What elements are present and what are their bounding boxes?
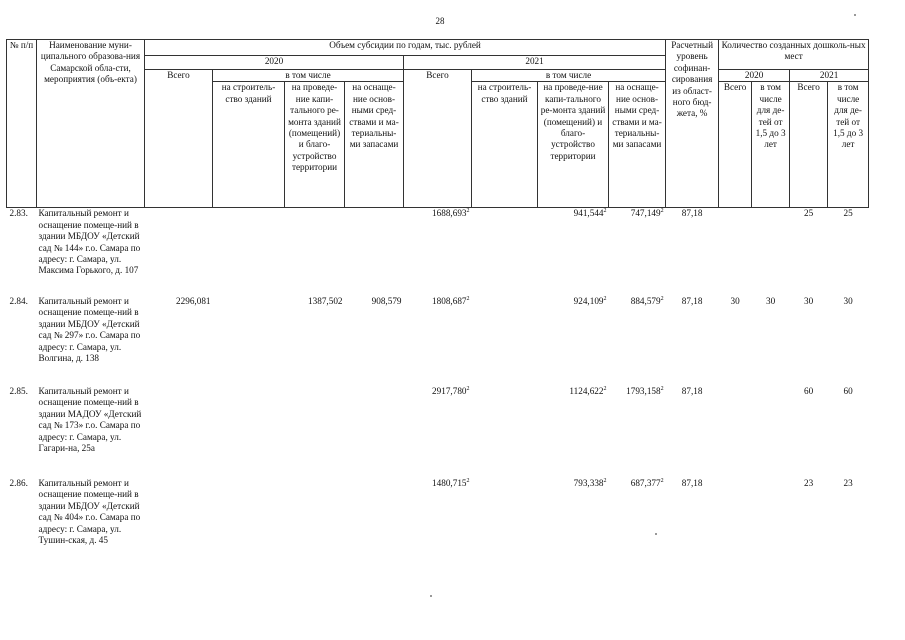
header-places-incl-2020: в том числе для де-тей от 1,5 до 3 лет <box>752 82 790 208</box>
cell-construction-2020 <box>213 478 285 573</box>
cell-repair-2020 <box>285 208 345 296</box>
header-year-2021: 2021 <box>404 56 666 70</box>
scan-speck <box>655 533 657 535</box>
cell-construction-2020 <box>213 386 285 478</box>
row-name: Капитальный ремонт и оснащение помеще-ний в здании МБДОУ «Детский сад № 144» г.о. Самара по адресу: г. Самара, ул. Максима Горького, д. 107 <box>38 208 141 276</box>
cell-repair-2020 <box>285 386 345 478</box>
cell-repair-2020: 1387,502 <box>308 295 343 306</box>
page-number: 28 <box>435 16 445 26</box>
cell-total-2021: 1808,687$^2$ <box>432 295 470 306</box>
cell-places-incl-2021: 30 <box>843 295 853 306</box>
cell-equipment-2020 <box>345 208 404 296</box>
cell-places-2020 <box>719 386 752 478</box>
cell-total-2020 <box>145 386 213 478</box>
cell-places-incl-2021: 23 <box>843 477 853 488</box>
cell-repair-2021: 1124,622$^2$ <box>569 385 607 396</box>
cell-rate: 87,18 <box>681 208 703 219</box>
header-construction-2020: на строитель-ство зданий <box>213 82 285 208</box>
table-row <box>7 478 869 573</box>
cell-places-2020 <box>719 478 752 573</box>
cell-equipment-2021: 747,149$^2$ <box>630 208 664 219</box>
cell-equipment-2020 <box>345 386 404 478</box>
cell-places-2021: 25 <box>804 208 814 219</box>
cell-equipment-2021: 1793,158$^2$ <box>626 385 664 396</box>
cell-construction-2021 <box>472 386 538 478</box>
cell-construction-2020 <box>213 208 285 296</box>
header-places-2021: 2021 <box>790 70 869 82</box>
table-row <box>7 296 869 386</box>
cell-equipment-2021: 687,377$^2$ <box>630 477 664 488</box>
row-name: Капитальный ремонт и оснащение помеще-ний в здании МБДОУ «Детский сад № 404» г.о. Самара по адресу: г. Самара, ул. Тушин-ская, д. 45 <box>38 477 141 545</box>
cell-construction-2020 <box>213 296 285 386</box>
header-construction-2021: на строитель-ство зданий <box>472 82 538 208</box>
cell-equipment-2020: 908,579 <box>371 295 402 306</box>
header-repair-2021: на проведе-ние капи-тального ре-монта зданий (помещений) и благо-устройство территории <box>538 82 609 208</box>
cell-rate: 87,18 <box>681 385 703 396</box>
header-including-2021: в том числе <box>472 70 666 82</box>
header-places-incl-2021: в том числе для де-тей от 1,5 до 3 лет <box>828 82 869 208</box>
cell-total-2020 <box>145 478 213 573</box>
cell-places-incl-2020 <box>752 208 790 296</box>
cell-construction-2021 <box>472 478 538 573</box>
cell-places-2021: 30 <box>804 295 814 306</box>
header-places: Количество созданных дошколь-ных мест <box>719 40 869 70</box>
header-repair-2020: на проведе-ние капи-тального ре-монта зданий (помещений) и благо-устройство территории <box>285 82 345 208</box>
cell-rate: 87,18 <box>681 477 703 488</box>
cell-repair-2020 <box>285 478 345 573</box>
row-name: Капитальный ремонт и оснащение помеще-ний в здании МАДОУ «Детский сад № 173» г.о. Самара по адресу: г. Самара, ул. Гагари-на, 25а <box>38 385 142 453</box>
header-rate: Расчетный уровень софинан-сирования из област-ного бюд-жета, % <box>666 40 719 208</box>
cell-total-2021: 1688,693$^2$ <box>432 208 470 219</box>
cell-total-2021: 2917,780$^2$ <box>432 385 470 396</box>
header-equipment-2021: на оснаще-ние основ-ными сред-ствами и ма-териальны-ми запасами <box>609 82 666 208</box>
cell-rate: 87,18 <box>681 295 703 306</box>
scan-speck <box>854 14 856 16</box>
header-total-2021: Всего <box>404 70 472 208</box>
cell-places-incl-2020: 30 <box>766 295 776 306</box>
header-places-total-2020: Всего <box>719 82 752 208</box>
cell-places-incl-2020 <box>752 478 790 573</box>
cell-equipment-2021: 884,579$^2$ <box>630 295 664 306</box>
row-number: 2.83. <box>9 208 28 219</box>
header-name: Наименование муни-ципального образова-ния Самарской обла-сти, мероприятия (объ-екта) <box>37 40 145 208</box>
cell-total-2021: 1480,715$^2$ <box>432 477 470 488</box>
header-equipment-2020: на оснаще-ние основ-ными сред-ствами и ма-териальны-ми запасами <box>345 82 404 208</box>
scan-speck <box>430 595 432 597</box>
row-number: 2.85. <box>9 385 28 396</box>
cell-places-2021: 60 <box>804 385 814 396</box>
header-places-total-2021: Всего <box>790 82 828 208</box>
cell-construction-2021 <box>472 296 538 386</box>
cell-places-incl-2021: 60 <box>843 385 853 396</box>
row-name: Капитальный ремонт и оснащение помеще-ний в здании МБДОУ «Детский сад № 297» г.о. Самара по адресу: г. Самара, ул. Волгина, д. 138 <box>38 295 141 363</box>
cell-places-incl-2021: 25 <box>843 208 853 219</box>
table-row <box>7 208 869 296</box>
cell-total-2020: 2296,081 <box>176 295 211 306</box>
header-including-2020: в том числе <box>213 70 404 82</box>
subsidy-table <box>6 39 869 573</box>
header-total-2020: Всего <box>145 70 213 208</box>
cell-places-incl-2020 <box>752 386 790 478</box>
cell-places-2020 <box>719 208 752 296</box>
cell-repair-2021: 924,109$^2$ <box>573 295 607 306</box>
cell-places-2020: 30 <box>730 295 740 306</box>
cell-equipment-2020 <box>345 478 404 573</box>
cell-places-2021: 23 <box>804 477 814 488</box>
cell-repair-2021: 793,338$^2$ <box>573 477 607 488</box>
row-number: 2.86. <box>9 477 28 488</box>
cell-repair-2021: 941,544$^2$ <box>573 208 607 219</box>
row-number: 2.84. <box>9 295 28 306</box>
table-row <box>7 386 869 478</box>
header-number: № п/п <box>7 40 37 208</box>
cell-construction-2021 <box>472 208 538 296</box>
header-places-2020: 2020 <box>719 70 790 82</box>
header-year-2020: 2020 <box>145 56 404 70</box>
cell-total-2020 <box>145 208 213 296</box>
header-subsidy: Объем субсидии по годам, тыс. рублей <box>145 40 666 56</box>
